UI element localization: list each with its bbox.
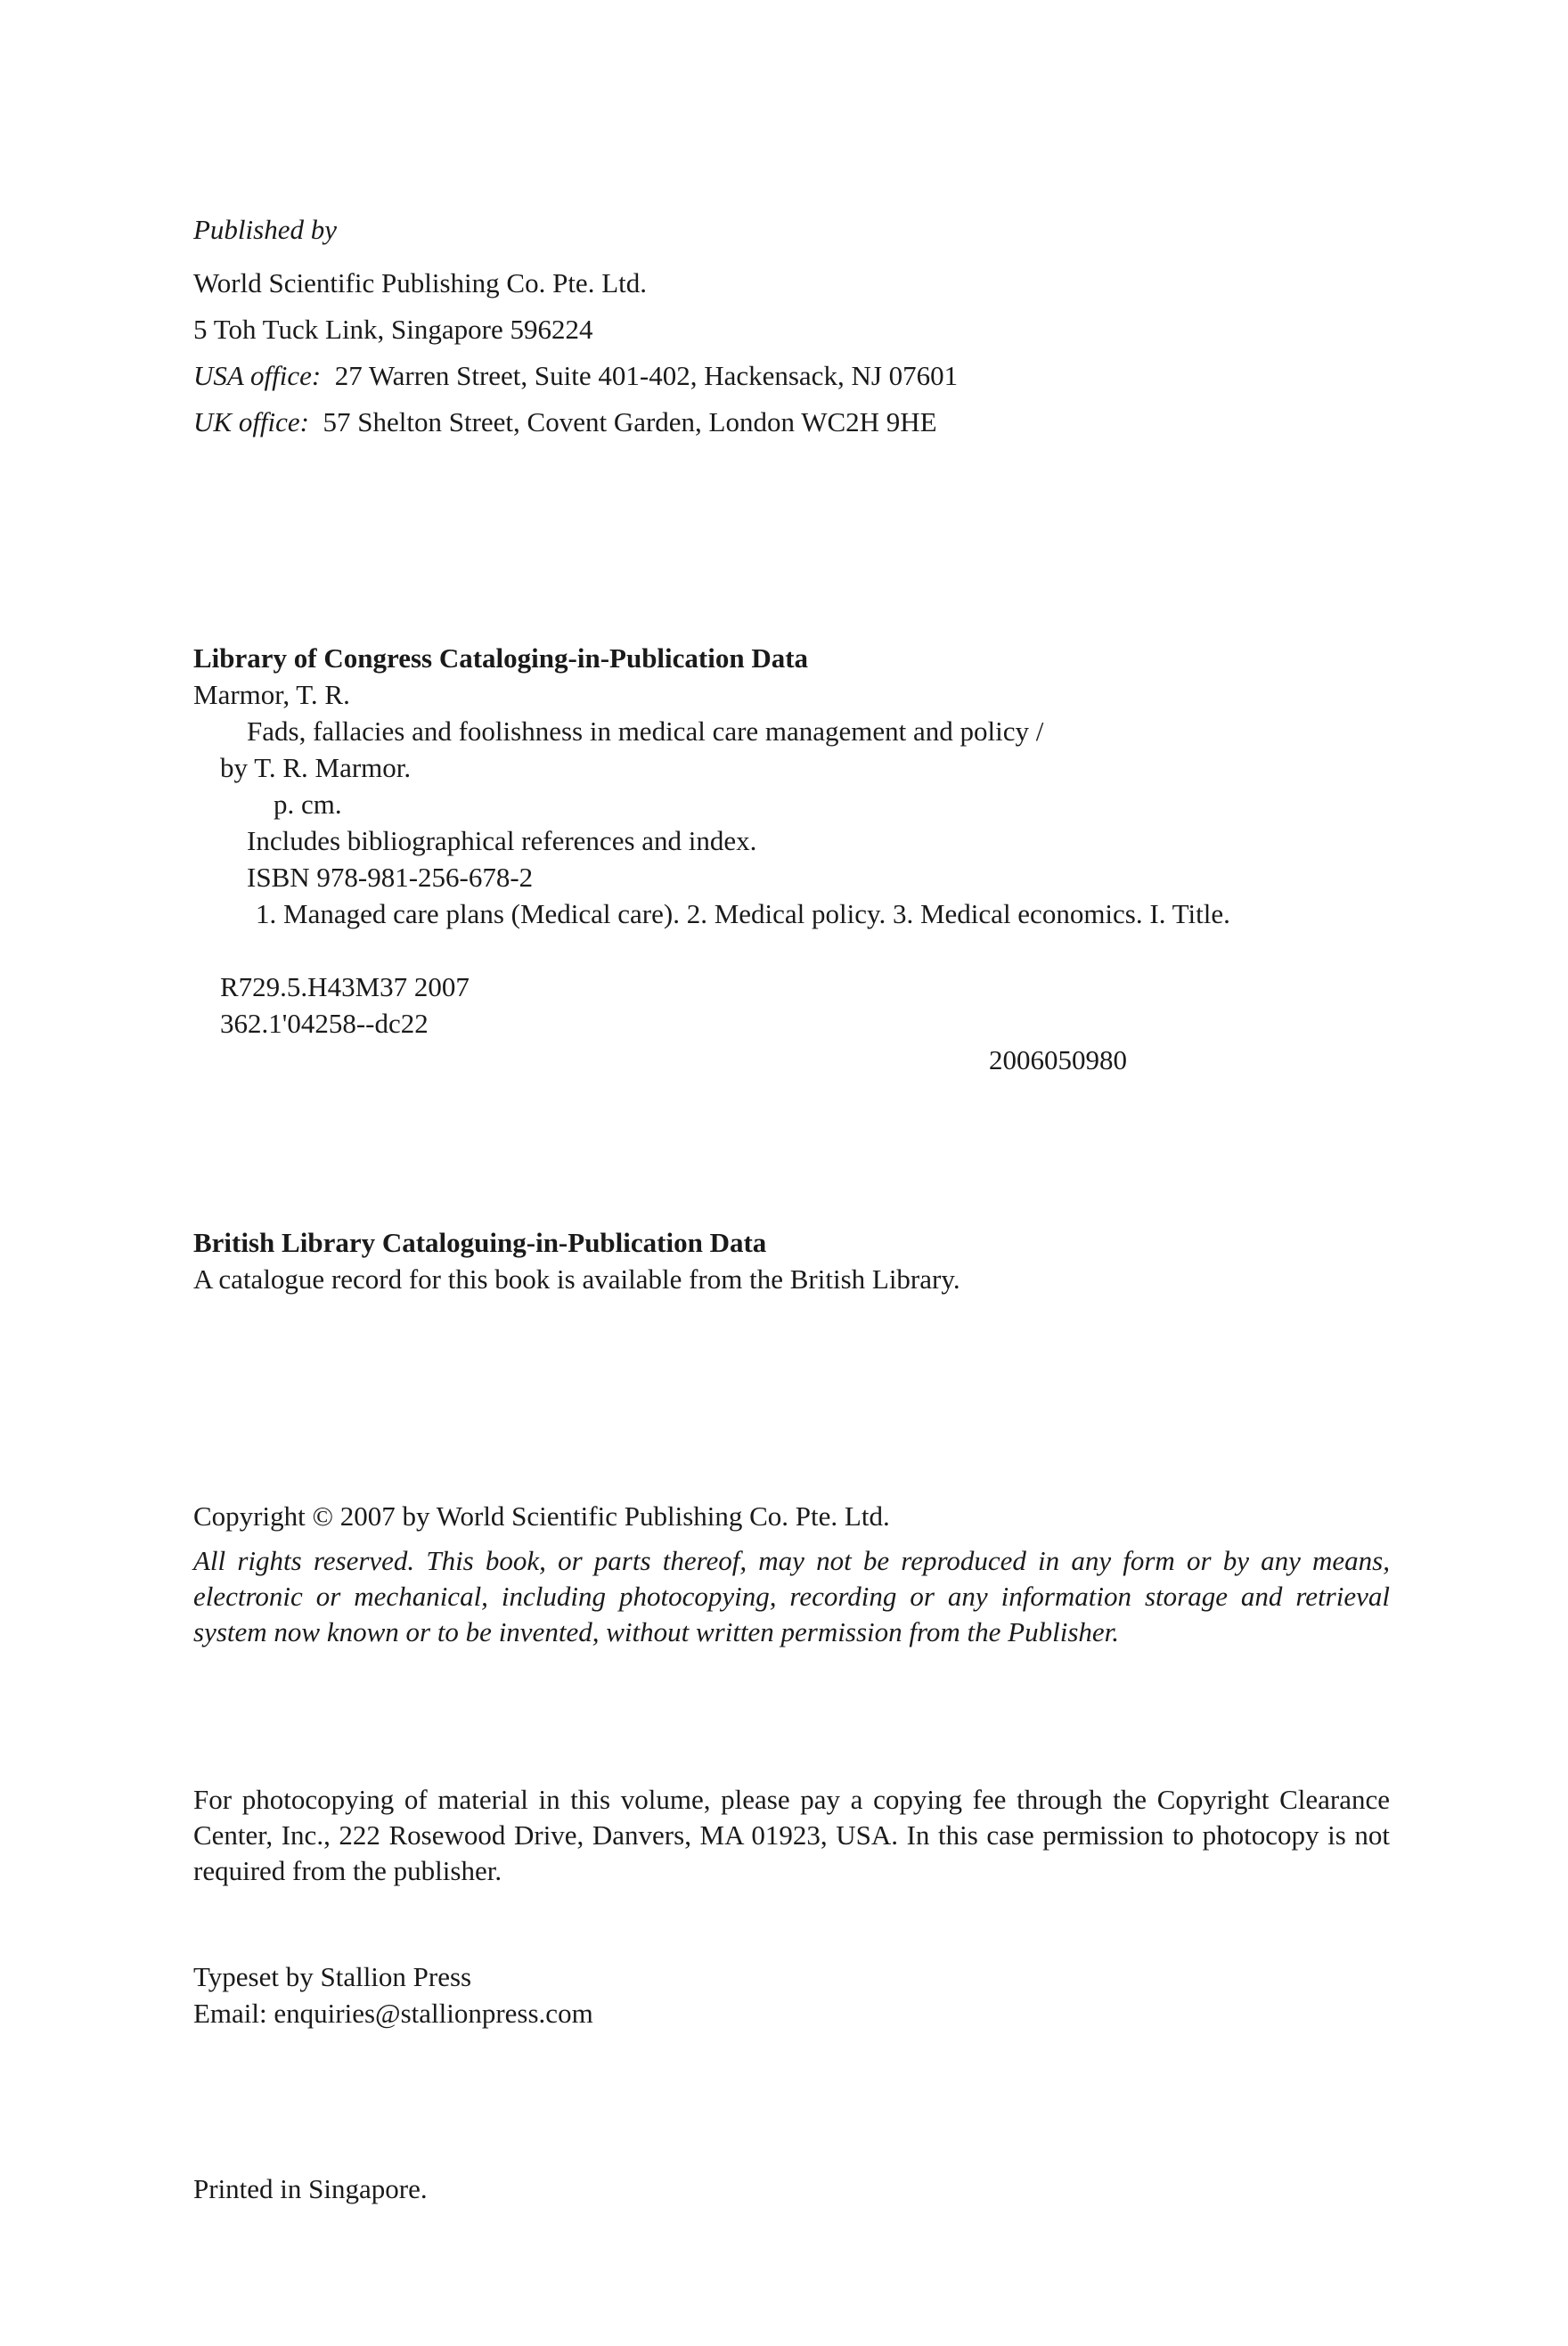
typeset-line: Typeset by Stallion Press	[193, 1961, 472, 1992]
loc-isbn: ISBN 978-981-256-678-2	[247, 862, 534, 893]
published-by-label: Published by	[193, 214, 337, 245]
loc-heading: Library of Congress Cataloging-in-Publication Data	[193, 642, 809, 674]
printed-line: Printed in Singapore.	[193, 2173, 428, 2204]
copyright-line: Copyright © 2007 by World Scientific Publishing Co. Pte. Ltd.	[193, 1500, 890, 1532]
bl-heading: British Library Cataloguing-in-Publication Data	[193, 1227, 767, 1258]
loc-title-line2: by T. R. Marmor.	[220, 752, 412, 783]
bl-text: A catalogue record for this book is available from the British Library.	[193, 1263, 960, 1295]
uk-office-address: 57 Shelton Street, Covent Garden, London WC2H 9HE	[323, 406, 937, 438]
loc-pcm: p. cm.	[274, 789, 342, 820]
publisher-address: 5 Toh Tuck Link, Singapore 596224	[193, 314, 593, 346]
publisher-block	[193, 212, 1387, 445]
printed-block	[193, 2170, 1387, 2207]
publisher-name: World Scientific Publishing Co. Pte. Ltd.	[193, 267, 647, 299]
rights-statement: All rights reserved. This book, or parts thereof, may not be reproduced in any form or by any means, electronic or mechanical, including photocopying, recording or any information storage and retrieval system now known or to be invented, without written permission from the Publisher.	[193, 1545, 1390, 1647]
copyright-block	[193, 1497, 1390, 1650]
uk-office-line	[193, 399, 1387, 445]
usa-office-label: USA office:	[193, 360, 322, 392]
typeset-block	[193, 1958, 1387, 2031]
photocopy-notice: For photocopying of material in this volume, please pay a copying fee through the Copyright Clearance Center, Inc., 222 Rosewood Drive, Danvers, MA 01923, USA. In this case permission to photocopy is not required from the publisher.	[193, 1784, 1390, 1886]
loc-title-line1: Fads, fallacies and foolishness in medical care management and policy /	[247, 715, 1044, 747]
loc-author: Marmor, T. R.	[193, 679, 350, 710]
loc-lccn: 2006050980	[989, 1044, 1127, 1075]
typeset-email: Email: enquiries@stallionpress.com	[193, 1998, 593, 2029]
british-library-block	[193, 1224, 1387, 1297]
uk-office-label: UK office:	[193, 406, 309, 438]
loc-includes: Includes bibliographical references and index.	[247, 825, 757, 856]
loc-dewey: 362.1'04258--dc22	[220, 1008, 429, 1039]
usa-office-line	[193, 353, 1387, 399]
loc-cip-block	[193, 640, 1387, 1078]
loc-subjects: 1. Managed care plans (Medical care). 2. Medical policy. 3. Medical economics. I. Title.	[256, 898, 1230, 929]
loc-call-number: R729.5.H43M37 2007	[220, 971, 470, 1002]
usa-office-address: 27 Warren Street, Suite 401-402, Hackensack, NJ 07601	[334, 360, 959, 392]
